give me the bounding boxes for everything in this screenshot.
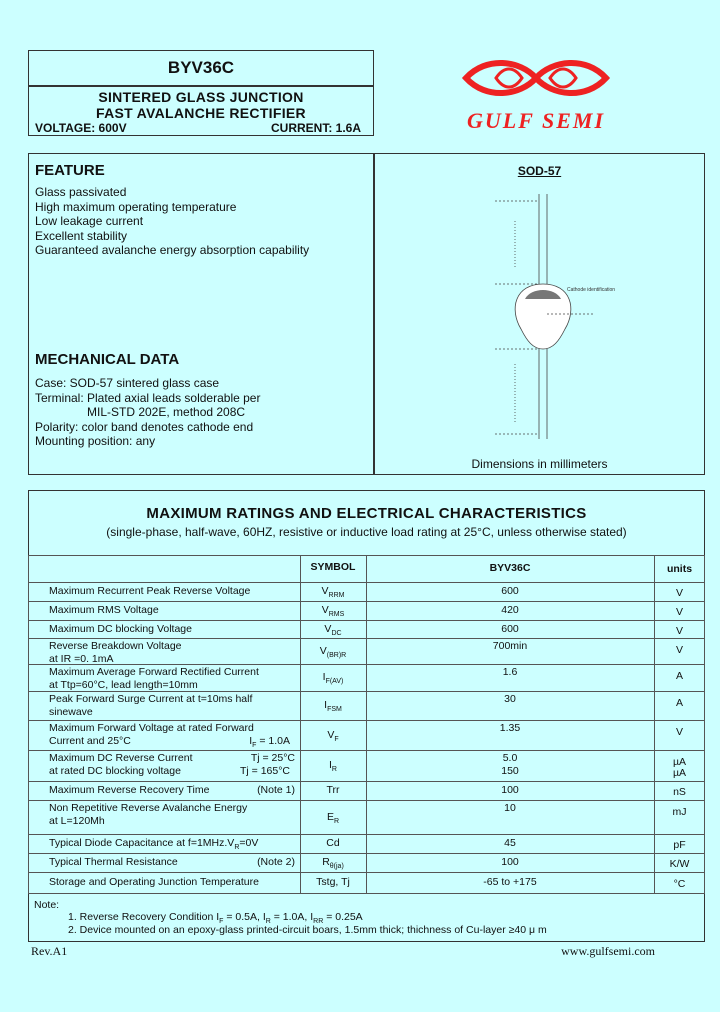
param-symbol: $I_{FSM}$ <box>324 699 342 714</box>
param-unit: mJ <box>672 806 687 818</box>
header-units: units <box>666 563 693 575</box>
note-1: 1. Reverse Recovery Condition $I_F = 0.5A$, $I_R = 1.0A$, $I_{RR} = 0.25A$ <box>68 911 363 926</box>
mechanical-line: Case: SOD-57 sintered glass case <box>35 376 220 390</box>
param-name-line2: at L=120Mh <box>49 815 105 827</box>
param-unit: V <box>675 587 683 599</box>
param-condition-line2: Tj = 165°C <box>239 765 290 777</box>
mechanical-line: MIL-STD 202E, method 208C <box>87 405 246 420</box>
param-condition: Tj = 25°C <box>250 752 295 764</box>
mechanical-line: Mounting position: any <box>35 434 156 449</box>
table-row-divider <box>28 893 705 894</box>
param-value: 100 <box>501 856 519 868</box>
param-value: 30 <box>504 693 516 705</box>
param-name-line2: at Ttp=60°C, lead length=10mm <box>49 679 198 691</box>
param-name: Maximum Reverse Recovery Time <box>49 784 210 796</box>
param-name: Maximum Forward Voltage at rated Forward <box>49 722 254 734</box>
param-unit: A <box>675 670 683 682</box>
param-name: Storage and Operating Junction Temperature <box>49 876 259 888</box>
cathode-label: Cathode identification <box>567 287 616 293</box>
gulf-semi-logo <box>456 56 616 136</box>
website-link[interactable]: www.gulfsemi.com <box>561 944 655 958</box>
header-part: BYV36C <box>489 562 531 574</box>
ratings-subtitle: (single-phase, half-wave, 60HZ, resistive or inductive load rating at 25°C, unless otherwise stated) <box>106 525 627 539</box>
param-symbol: $E_R$ <box>326 810 340 825</box>
logo-mark-icon <box>456 56 616 136</box>
feature-item: Glass passivated <box>35 185 127 199</box>
param-name: Typical Diode Capacitance at $f=1MHz.V_R=0V$ <box>49 837 259 852</box>
feature-item: Low leakage current <box>35 214 144 229</box>
param-unit: µA <box>672 756 687 768</box>
header-symbol: SYMBOL <box>310 561 356 573</box>
logo-text: GULF SEMI <box>466 108 606 133</box>
package-panel <box>374 153 705 475</box>
feature-item: Excellent stability <box>35 228 128 243</box>
description-line-2: FAST AVALANCHE RECTIFIER <box>96 105 306 121</box>
param-name: Maximum DC Reverse Current <box>49 752 193 764</box>
feature-item: Guaranteed avalanche energy absorption capability <box>35 243 310 258</box>
param-value: 1.35 <box>499 722 521 734</box>
note-2: 2. Device mounted on an epoxy-glass printed-circuit boars, 1.5mm thick; thichness of Cu-layer ≥40 μ m <box>68 924 547 936</box>
param-name: Non Repetitive Reverse Avalanche Energy <box>49 802 248 814</box>
param-symbol: $V_{(BR)R}$ <box>319 644 347 659</box>
param-value: 10 <box>504 802 516 814</box>
param-symbol: $V_{DC}$ <box>324 622 342 637</box>
package-outline-drawing <box>455 189 655 449</box>
product-description-box <box>28 86 374 136</box>
param-symbol: $I_R$ <box>329 759 337 774</box>
param-name-line2: Current and 25°C <box>49 735 131 747</box>
param-value: 5.0 <box>502 752 518 764</box>
mechanical-heading: MECHANICAL DATA <box>35 351 180 368</box>
ratings-title: MAXIMUM RATINGS AND ELECTRICAL CHARACTERISTICS <box>146 505 587 522</box>
part-number: BYV36C <box>167 58 235 77</box>
param-symbol: Cd <box>326 837 340 849</box>
param-unit: V <box>675 606 683 618</box>
feature-panel <box>28 153 374 475</box>
param-name: Maximum Average Forward Rectified Current <box>49 666 259 678</box>
param-name: Maximum RMS Voltage <box>49 604 159 616</box>
param-condition-line2: $I_F = 1.0A$ <box>249 735 290 750</box>
param-unit: V <box>675 624 683 637</box>
param-unit: A <box>675 697 683 709</box>
param-value-line2: 150 <box>501 765 519 777</box>
param-unit: pF <box>673 839 686 851</box>
param-value: 1.6 <box>502 666 518 678</box>
param-condition: (Note 2) <box>257 856 295 868</box>
feature-heading: FEATURE <box>35 162 105 179</box>
feature-item: High maximum operating temperature <box>35 199 237 214</box>
feature-list <box>35 185 309 258</box>
param-symbol: $V_{RRM}$ <box>321 585 345 600</box>
note-title: Note: <box>34 899 60 911</box>
param-symbol: $V_F$ <box>327 728 339 743</box>
param-name-line2: at rated DC blocking voltage <box>49 765 181 777</box>
param-value: 600 <box>501 585 519 597</box>
param-value: 600 <box>501 622 519 635</box>
param-unit: V <box>675 644 683 656</box>
param-name: Reverse Breakdown Voltage <box>49 640 182 652</box>
param-symbol: $I_{F(AV)}$ <box>322 671 344 686</box>
mechanical-line: Terminal: Plated axial leads solderable per <box>35 390 261 405</box>
param-symbol: $R_{\theta(ja)}$ <box>322 856 344 871</box>
package-name: SOD-57 <box>517 164 562 178</box>
param-name-line2: at IR =0. 1mA <box>49 653 114 665</box>
param-value: 420 <box>501 604 519 616</box>
table-col-divider <box>28 555 29 893</box>
package-caption: Dimensions in millimeters <box>471 457 608 471</box>
param-name: Typical Thermal Resistance <box>49 856 178 868</box>
param-name: Maximum DC blocking Voltage <box>49 622 192 635</box>
param-value: 45 <box>504 837 516 849</box>
current-rating: CURRENT: 1.6A <box>270 121 361 135</box>
param-name: Maximum Recurrent Peak Reverse Voltage <box>49 585 251 597</box>
param-value: -65 to +175 <box>483 876 537 888</box>
param-unit: °C <box>673 878 686 890</box>
mechanical-line: Polarity: color band denotes cathode end <box>35 419 254 434</box>
param-condition: (Note 1) <box>257 784 295 796</box>
param-unit-line2: µA <box>672 767 687 779</box>
part-number-title-box <box>28 50 374 86</box>
mechanical-list <box>35 376 260 449</box>
revision: Rev.A1 <box>31 944 68 958</box>
param-unit: nS <box>673 786 686 798</box>
param-name-line2: sinewave <box>49 706 93 718</box>
param-symbol: Tstg, Tj <box>316 876 350 888</box>
param-unit: V <box>675 726 683 738</box>
param-value: 700min <box>492 640 528 652</box>
param-name: Peak Forward Surge Current at t=10ms half <box>49 693 253 705</box>
param-symbol: Trr <box>326 784 340 796</box>
param-symbol: $V_{RMS}$ <box>321 604 345 619</box>
param-value: 100 <box>501 784 519 796</box>
description-line-1: SINTERED GLASS JUNCTION <box>98 89 304 105</box>
voltage-rating: VOLTAGE: 600V <box>35 121 127 135</box>
param-unit: K/W <box>669 858 690 870</box>
